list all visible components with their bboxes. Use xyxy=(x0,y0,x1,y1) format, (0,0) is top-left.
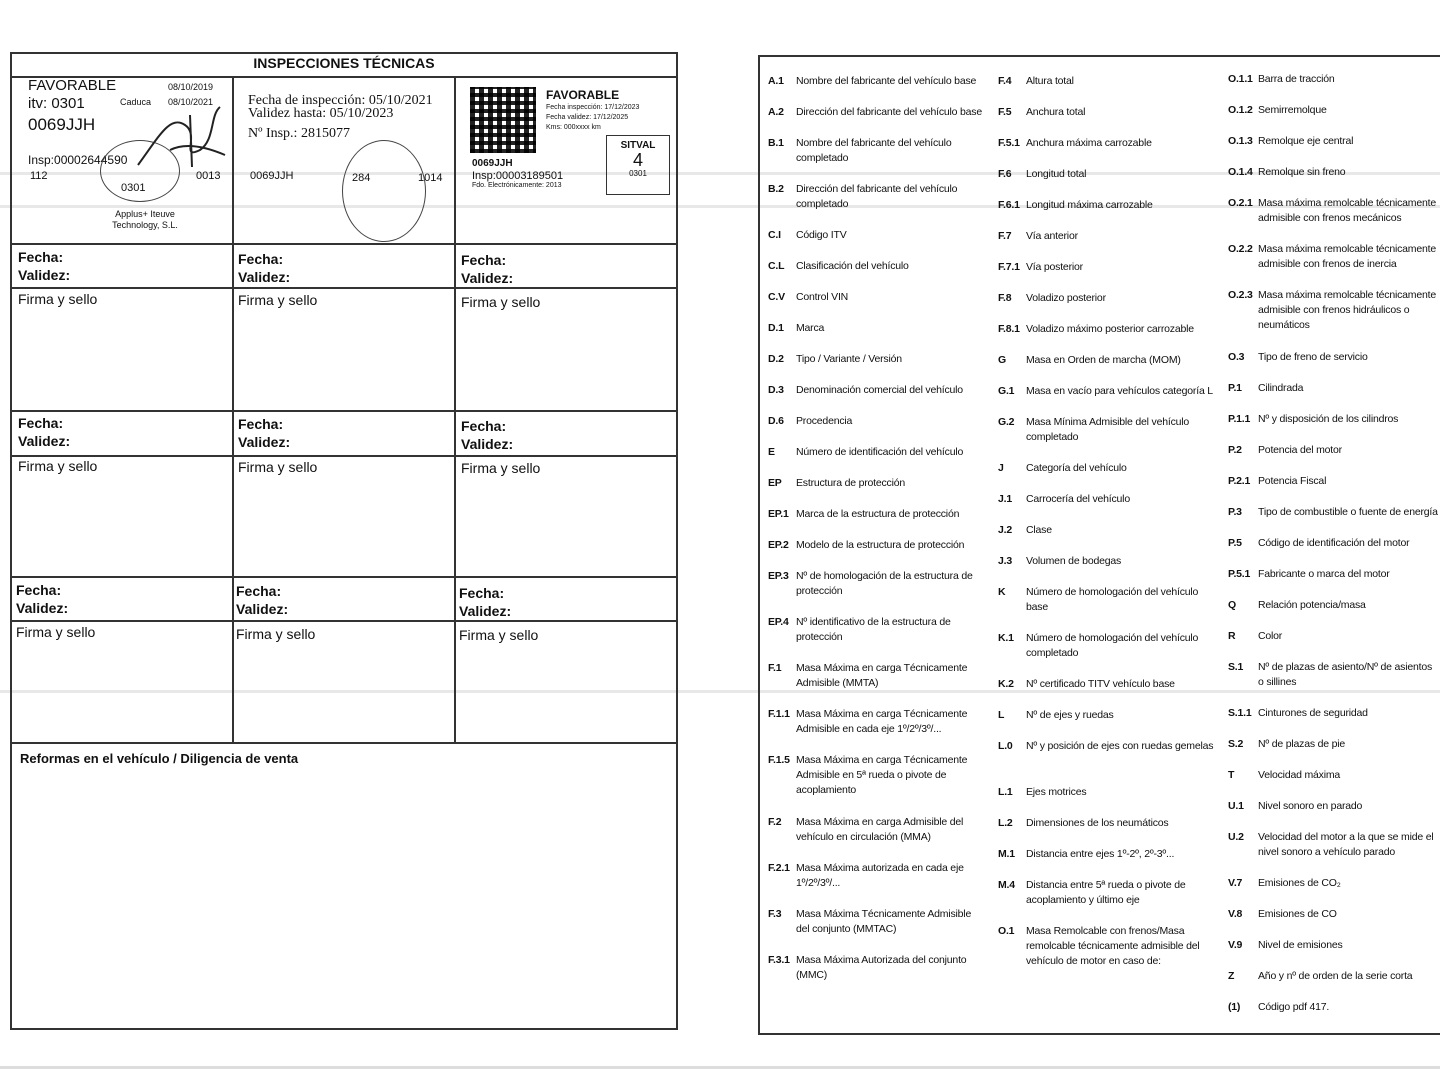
firma-label: Firma y sello xyxy=(238,459,318,475)
legend-text: Dirección del fabricante del vehículo base xyxy=(796,106,982,118)
legend-text: Código de identificación del motor xyxy=(1258,537,1410,549)
legend-text: Nº y disposición de los cilindros xyxy=(1258,413,1399,425)
legend-text: Nº de plazas de asiento/Nº de asientos o sillines xyxy=(1258,661,1433,688)
legend-code: F.3 xyxy=(768,908,782,920)
legend-text: Estructura de protección xyxy=(796,477,906,489)
legend-text: Cilindrada xyxy=(1258,382,1304,394)
fecha-label: Fecha: xyxy=(459,585,505,601)
legend-code: D.2 xyxy=(768,353,784,365)
legend-code: L xyxy=(998,709,1005,721)
firma-label: Firma y sello xyxy=(238,292,318,308)
legend-text: Nivel de emisiones xyxy=(1258,939,1343,951)
fecha-inspeccion: Fecha de inspección: 05/10/2021 xyxy=(248,93,433,108)
legend-code: (1) xyxy=(1228,1001,1241,1013)
firma-label: Firma y sello xyxy=(461,294,541,310)
legend-code: U.1 xyxy=(1228,800,1244,812)
caduca-date: 08/10/2021 xyxy=(168,97,214,107)
legend-code: S.2 xyxy=(1228,738,1244,750)
firma-label: Firma y sello xyxy=(236,626,316,642)
legend-code: F.5.1 xyxy=(998,137,1020,149)
legend-code: O.1.3 xyxy=(1228,135,1253,147)
legend-code: G xyxy=(998,354,1006,366)
legend-code: G.2 xyxy=(998,416,1015,428)
legend-text: Tipo / Variante / Versión xyxy=(796,353,902,365)
legend-text: Denominación comercial del vehículo xyxy=(796,384,963,396)
legend-text: Potencia Fiscal xyxy=(1258,475,1327,487)
legend-text: Emisiones de CO xyxy=(1258,908,1337,920)
legend-code: K.2 xyxy=(998,678,1014,690)
legend-code: E xyxy=(768,446,775,458)
legend-text: Clasificación del vehículo xyxy=(796,260,909,272)
legend-text: Altura total xyxy=(1026,75,1074,87)
legend-code: M.1 xyxy=(998,848,1015,860)
legend-text: Masa máxima remolcable técnicamente admisible con frenos mecánicos xyxy=(1258,197,1436,224)
legend-text: Número de homologación del vehículo base xyxy=(1026,586,1199,613)
fecha-label: Fecha: xyxy=(18,415,64,431)
legend-code: D.3 xyxy=(768,384,784,396)
legend-code: P.3 xyxy=(1228,506,1242,518)
validez-label: Validez: xyxy=(238,434,291,450)
insp-number: Nº Insp.: 2815077 xyxy=(248,126,350,141)
legend-text: Cinturones de seguridad xyxy=(1258,707,1368,719)
validez-label: Validez: xyxy=(18,267,71,283)
legend-text: Año y nº de orden de la serie corta xyxy=(1258,970,1413,982)
divider xyxy=(10,742,678,744)
legend-text: Marca xyxy=(796,322,825,334)
legend-text: Masa Máxima en carga Técnicamente Admisible (MMTA) xyxy=(796,662,968,689)
legend-code: R xyxy=(1228,630,1236,642)
legend-text: Vía posterior xyxy=(1026,261,1083,273)
legend-text: Procedencia xyxy=(796,415,853,427)
stamp-number: 4 xyxy=(632,150,643,170)
legend-text: Número de homologación del vehículo completado xyxy=(1026,632,1199,659)
legend-code: A.2 xyxy=(768,106,784,118)
legend-text: Nº certificado TITV vehículo base xyxy=(1026,678,1175,690)
legend-text: Masa Máxima Técnicamente Admisible del conjunto (MMTAC) xyxy=(796,908,972,935)
legend-text: Masa Máxima en carga Técnicamente Admisible en cada eje 1º/2º/3º/... xyxy=(796,708,968,735)
legend-text: Carrocería del vehículo xyxy=(1026,493,1130,505)
fecha-label: Fecha: xyxy=(236,583,282,599)
legend-text: Masa Mínima Admisible del vehículo completado xyxy=(1026,416,1190,443)
legend-code: O.1.1 xyxy=(1228,73,1253,85)
legend-text: Emisiones de CO₂ xyxy=(1258,877,1341,889)
firma-label: Firma y sello xyxy=(18,458,98,474)
legend-text: Nº de ejes y ruedas xyxy=(1026,709,1114,721)
legend-code: J.1 xyxy=(998,493,1012,505)
divider xyxy=(10,287,678,289)
legend-code: O.1.2 xyxy=(1228,104,1253,116)
legend-code: Q xyxy=(1228,599,1236,611)
scan-line xyxy=(0,1066,1440,1069)
fecha-label: Fecha: xyxy=(461,418,507,434)
legend-code: L.1 xyxy=(998,786,1013,798)
legend-code: P.2.1 xyxy=(1228,475,1251,487)
legend-text: Nombre del fabricante del vehículo completado xyxy=(796,137,952,164)
legend-text: Anchura total xyxy=(1026,106,1086,118)
legend-text: Clase xyxy=(1026,524,1052,536)
divider xyxy=(10,455,678,457)
stamp-code: 0301 xyxy=(629,169,647,178)
legend-code: F.1.5 xyxy=(768,754,790,766)
legend-code: D.6 xyxy=(768,415,784,427)
legend-code: O.3 xyxy=(1228,351,1245,363)
firma-label: Firma y sello xyxy=(16,624,96,640)
legend-code: J xyxy=(998,462,1004,474)
legend-code: M.4 xyxy=(998,879,1015,891)
legend-code: O.1 xyxy=(998,925,1015,937)
legend-text: Semirremolque xyxy=(1258,104,1327,116)
validez-label: Validez: xyxy=(236,601,289,617)
legend-text: Dirección del fabricante del vehículo completado xyxy=(796,183,958,210)
plate: 0069JJH xyxy=(472,158,513,169)
legend-code: EP.3 xyxy=(768,570,789,582)
fecha-label: Fecha: xyxy=(18,249,64,265)
legend-text: Masa Máxima Autorizada del conjunto (MMC) xyxy=(796,954,967,981)
page-title: INSPECCIONES TÉCNICAS xyxy=(253,55,435,71)
date: 08/10/2019 xyxy=(168,82,214,92)
legend-code: C.V xyxy=(768,291,785,303)
plate: 0069JJH xyxy=(250,170,294,182)
qr-code-icon xyxy=(470,87,536,153)
validez-label: Validez: xyxy=(461,270,514,286)
legend-code: F.7.1 xyxy=(998,261,1020,273)
plate: 0069JJH xyxy=(28,115,96,134)
validez-hasta: Validez hasta: 05/10/2023 xyxy=(248,106,394,121)
legend-text: Modelo de la estructura de protección xyxy=(796,539,965,551)
code: 0013 xyxy=(196,170,221,182)
legend-text: Remolque sin freno xyxy=(1258,166,1346,178)
kms-line: Kms: 000xxxx km xyxy=(546,124,601,131)
legend-code: T xyxy=(1228,769,1235,781)
legend-code: EP xyxy=(768,477,782,489)
caduca-label: Caduca xyxy=(120,97,152,107)
legend-text: Velocidad del motor a la que se mide el nivel sonoro a vehículo parado xyxy=(1258,831,1434,858)
legend-code: P.2 xyxy=(1228,444,1242,456)
legend-code: F.2.1 xyxy=(768,862,790,874)
legend-text: Voladizo máximo posterior carrozable xyxy=(1026,323,1194,335)
result: FAVORABLE xyxy=(28,77,117,94)
legend-code: F.4 xyxy=(998,75,1012,87)
legend-code: P.5.1 xyxy=(1228,568,1251,580)
legend-code: F.5 xyxy=(998,106,1012,118)
insp-number: Insp:00003189501 xyxy=(472,170,564,182)
legend-code: F.8.1 xyxy=(998,323,1020,335)
legend-code: V.7 xyxy=(1228,877,1243,889)
legend-code: P.1.1 xyxy=(1228,413,1251,425)
firma-label: Firma y sello xyxy=(461,460,541,476)
legend-code: B.1 xyxy=(768,137,784,149)
legend-text: Nivel sonoro en parado xyxy=(1258,800,1363,812)
legend-text: Ejes motrices xyxy=(1026,786,1087,798)
legend-text: Remolque eje central xyxy=(1258,135,1354,147)
validez-line: Fecha validez: 17/12/2025 xyxy=(546,114,629,121)
legend-text: Nº identificativo de la estructura de protección xyxy=(796,616,951,643)
legend-text: Distancia entre ejes 1º-2º, 2º-3º... xyxy=(1026,848,1175,860)
legend-text: Longitud total xyxy=(1026,168,1087,180)
legend-code: L.0 xyxy=(998,740,1013,752)
legend-text: Categoría del vehículo xyxy=(1026,462,1127,474)
legend-code: V.8 xyxy=(1228,908,1243,920)
fecha-line: Fecha inspección: 17/12/2023 xyxy=(546,104,640,111)
legend-code: EP.2 xyxy=(768,539,789,551)
divider xyxy=(10,243,678,245)
legend-text: Nº y posición de ejes con ruedas gemelas xyxy=(1026,740,1214,752)
legend-text: Longitud máxima carrozable xyxy=(1026,199,1153,211)
legend-text: Color xyxy=(1258,630,1283,642)
legend-text: Distancia entre 5ª rueda o pivote de acoplamiento y último eje xyxy=(1026,879,1186,906)
stamp-seal xyxy=(342,140,426,242)
legend-code: F.1.1 xyxy=(768,708,790,720)
legend-code: F.2 xyxy=(768,816,782,828)
legend-code: F.3.1 xyxy=(768,954,790,966)
legend-text: Barra de tracción xyxy=(1258,73,1335,85)
divider xyxy=(10,620,678,622)
legend-text: Tipo de freno de servicio xyxy=(1258,351,1368,363)
code: 1014 xyxy=(418,172,443,184)
legend-code: K xyxy=(998,586,1006,598)
legend-code: G.1 xyxy=(998,385,1015,397)
legend-text: Nombre del fabricante del vehículo base xyxy=(796,75,977,87)
legend-code: P.5 xyxy=(1228,537,1242,549)
firma-line: Fdo. Electrónicamente: 2013 xyxy=(472,182,562,189)
legend-text: Masa Remolcable con frenos/Masa remolcable técnicamente admisible del vehículo de motor en caso de: xyxy=(1026,925,1200,967)
legend-code: A.1 xyxy=(768,75,784,87)
legend-text: Masa máxima remolcable técnicamente admisible con frenos de inercia xyxy=(1258,243,1436,270)
legend-text: Nº de homologación de la estructura de protección xyxy=(796,570,973,597)
legend-text: Potencia del motor xyxy=(1258,444,1342,456)
legend-code: O.2.1 xyxy=(1228,197,1253,209)
legend-text: Velocidad máxima xyxy=(1258,769,1341,781)
company: Applus+ Iteuve Technology, S.L. xyxy=(112,209,178,230)
legend-text: Código ITV xyxy=(796,229,847,241)
legend-text: Dimensiones de los neumáticos xyxy=(1026,817,1169,829)
legend-text: Marca de la estructura de protección xyxy=(796,508,960,520)
legend-code: L.2 xyxy=(998,817,1013,829)
legend-text: Anchura máxima carrozable xyxy=(1026,137,1152,149)
validez-label: Validez: xyxy=(18,433,71,449)
itv-code: itv: 0301 xyxy=(28,95,85,112)
signature-icon xyxy=(130,95,230,185)
legend-code: O.2.3 xyxy=(1228,289,1253,301)
legend-text: Voladizo posterior xyxy=(1026,292,1106,304)
legend-code: O.1.4 xyxy=(1228,166,1253,178)
legend-code: D.1 xyxy=(768,322,784,334)
legend-text: Tipo de combustible o fuente de energía xyxy=(1258,506,1438,518)
legend-code: V.9 xyxy=(1228,939,1243,951)
legend-code: J.3 xyxy=(998,555,1012,567)
fecha-label: Fecha: xyxy=(461,252,507,268)
legend-text: Nº de plazas de pie xyxy=(1258,738,1346,750)
legend-code: Z xyxy=(1228,970,1235,982)
divider xyxy=(10,576,678,578)
legend-code: J.2 xyxy=(998,524,1012,536)
legend-code: C.I xyxy=(768,229,781,241)
validez-label: Validez: xyxy=(238,269,291,285)
legend-text: Volumen de bodegas xyxy=(1026,555,1122,567)
legend-text: Fabricante o marca del motor xyxy=(1258,568,1390,580)
legend-code: O.2.2 xyxy=(1228,243,1253,255)
code: 112 xyxy=(30,170,48,182)
code: 284 xyxy=(352,172,371,184)
legend-text: Número de identificación del vehículo xyxy=(796,446,964,458)
legend-text: Masa Máxima autorizada en cada eje 1º/2º/3º/... xyxy=(796,862,964,889)
legend-code: S.1.1 xyxy=(1228,707,1252,719)
legend-text: Masa en vacío para vehículos categoría L xyxy=(1026,385,1213,397)
validez-label: Validez: xyxy=(459,603,512,619)
legend-text: Código pdf 417. xyxy=(1258,1001,1330,1013)
legend-text: Masa máxima remolcable técnicamente admisible con frenos hidráulicos o neumáticos xyxy=(1258,289,1436,331)
legend-text: Masa Máxima en carga Admisible del vehículo en circulación (MMA) xyxy=(796,816,964,843)
legend-code: S.1 xyxy=(1228,661,1244,673)
fecha-label: Fecha: xyxy=(238,416,284,432)
legend-code: C.L xyxy=(768,260,785,272)
legend-code: U.2 xyxy=(1228,831,1244,843)
validez-label: Validez: xyxy=(461,436,514,452)
legend-text: Relación potencia/masa xyxy=(1258,599,1366,611)
legend-code: EP.4 xyxy=(768,616,789,628)
legend-code: F.8 xyxy=(998,292,1012,304)
legend-text: Masa en Orden de marcha (MOM) xyxy=(1026,354,1181,366)
validez-label: Validez: xyxy=(16,600,69,616)
legend-code: EP.1 xyxy=(768,508,789,520)
legend-code: F.7 xyxy=(998,230,1012,242)
legend-code: F.6 xyxy=(998,168,1012,180)
reformas-label: Reformas en el vehículo / Diligencia de venta xyxy=(20,751,299,766)
sitval-stamp xyxy=(606,135,670,195)
fecha-label: Fecha: xyxy=(238,251,284,267)
divider xyxy=(10,410,678,412)
legend-text: Masa Máxima en carga Técnicamente Admisible en 5ª rueda o pivote de acoplamiento xyxy=(796,754,968,796)
legend-code: B.2 xyxy=(768,183,784,195)
insp-number: Insp:00002644590 xyxy=(28,153,128,167)
firma-label: Firma y sello xyxy=(18,291,98,307)
legend-code: P.1 xyxy=(1228,382,1242,394)
legend-code: K.1 xyxy=(998,632,1014,644)
legend-code: F.1 xyxy=(768,662,782,674)
legend-code: F.6.1 xyxy=(998,199,1020,211)
stamp-number: 0301 xyxy=(121,182,146,194)
legend-text: Vía anterior xyxy=(1026,230,1078,242)
legend-text: Control VIN xyxy=(796,291,849,303)
fecha-label: Fecha: xyxy=(16,582,62,598)
result: FAVORABLE xyxy=(546,88,620,102)
stamp-brand: SITVAL xyxy=(620,140,656,151)
firma-label: Firma y sello xyxy=(459,627,539,643)
